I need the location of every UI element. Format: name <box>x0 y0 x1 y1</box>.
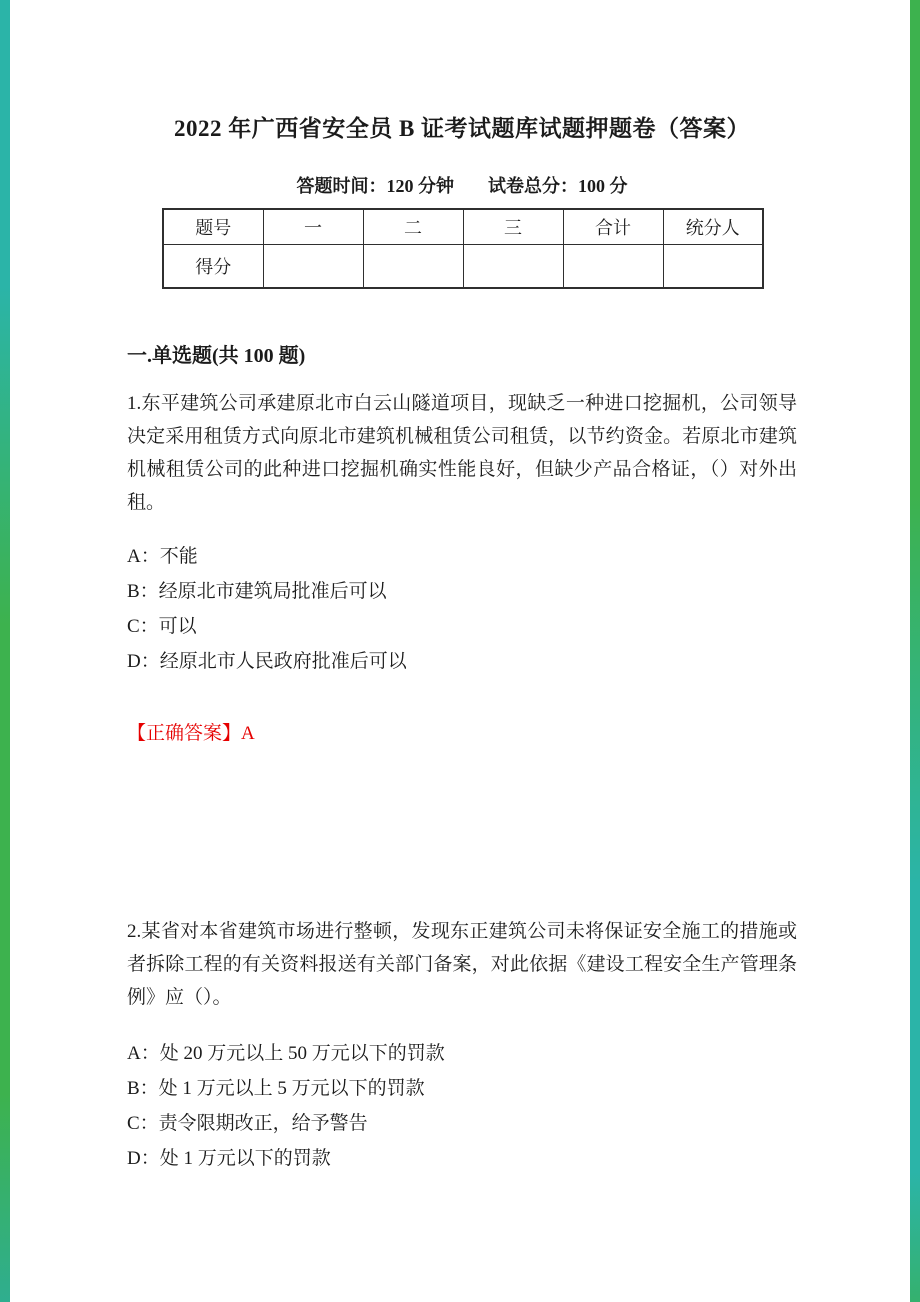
question-2-option-a: A：处 20 万元以上 50 万元以下的罚款 <box>127 1043 445 1064</box>
total-score-label: 试卷总分：100 分 <box>488 176 628 196</box>
left-edge-decoration <box>0 0 10 1302</box>
question-1-option-b: B：经原北市建筑局批准后可以 <box>127 581 387 602</box>
question-1-option-c: C：可以 <box>127 616 197 637</box>
exam-meta <box>127 174 797 198</box>
score-cell-empty <box>463 245 563 289</box>
score-row-label: 得分 <box>163 245 263 289</box>
answer-time-label: 答题时间：120 分钟 <box>296 176 454 196</box>
score-table-header-question-no: 题号 <box>163 209 263 245</box>
page-title: 2022 年广西省安全员 B 证考试题库试题押题卷（答案） <box>173 116 751 141</box>
document-content <box>127 0 797 1176</box>
score-table-header-total: 合计 <box>563 209 663 245</box>
score-table-header-part-3: 三 <box>463 209 563 245</box>
score-table <box>162 208 764 289</box>
score-cell-empty <box>663 245 763 289</box>
question-2-text: 2.某省对本省建筑市场进行整顿，发现东正建筑公司未将保证安全施工的措施或者拆除工程的有关资料报送有关部门备案，对此依据《建设工程安全生产管理条例》应（）。 <box>127 921 797 1008</box>
question-2-option-b: B：处 1 万元以上 5 万元以下的罚款 <box>127 1078 425 1099</box>
question-1-text: 1.东平建筑公司承建原北市白云山隧道项目，现缺乏一种进口挖掘机，公司领导决定采用租赁方式向原北市建筑机械租赁公司租赁，以节约资金。若原北市建筑机械租赁公司的此种进口挖掘机确实性能良好，但缺少产品合格证，（）对外出租。 <box>127 393 797 513</box>
question-1-option-d: D：经原北市人民政府批准后可以 <box>127 651 407 672</box>
score-table-header-part-2: 二 <box>363 209 463 245</box>
question-1-option-a: A：不能 <box>127 546 198 567</box>
question-2-option-c: C：责令限期改正，给予警告 <box>127 1113 368 1134</box>
score-cell-empty <box>263 245 363 289</box>
question-1-options <box>127 539 797 679</box>
question-2-option-d: D：处 1 万元以下的罚款 <box>127 1148 331 1169</box>
score-cell-empty <box>363 245 463 289</box>
question-2-options <box>127 1036 797 1176</box>
score-table-header-row <box>163 209 763 245</box>
question-1-correct-answer: 【正确答案】A <box>127 723 255 744</box>
section-heading: 一.单选题(共 100 题) <box>127 345 306 367</box>
score-table-header-part-1: 一 <box>263 209 363 245</box>
score-table-score-row <box>163 245 763 289</box>
score-cell-empty <box>563 245 663 289</box>
score-table-header-scorer: 统分人 <box>663 209 763 245</box>
right-edge-decoration <box>910 0 920 1302</box>
